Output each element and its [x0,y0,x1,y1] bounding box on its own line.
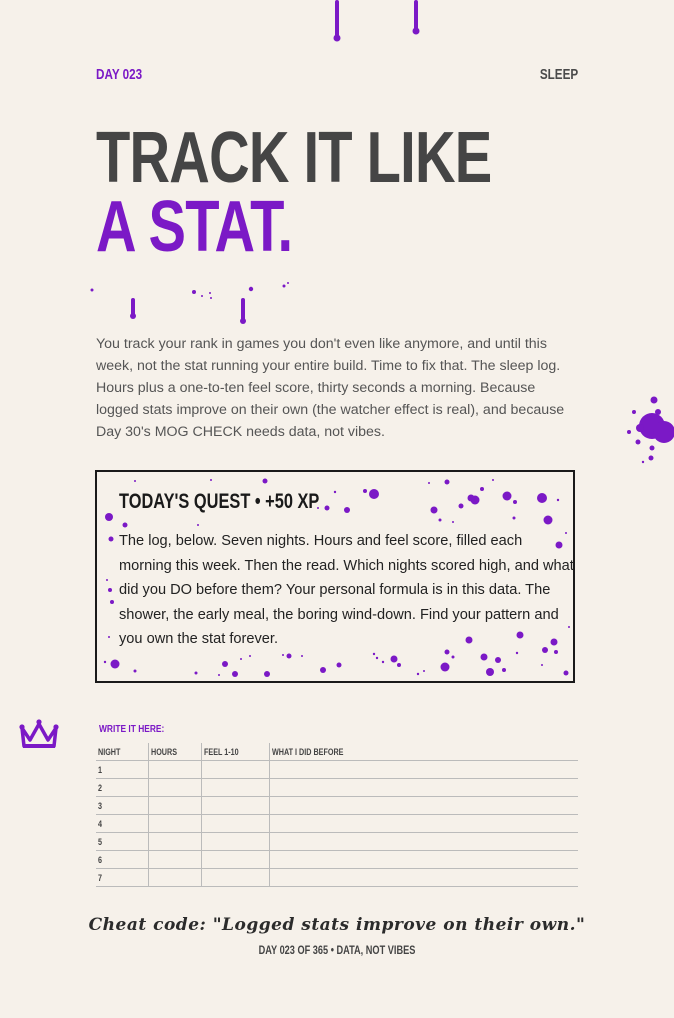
night-number: 2 [96,779,149,797]
footer-caption: DAY 023 OF 365 • DATA, NOT VIBES [258,945,416,957]
what-i-did-cell[interactable] [270,761,579,779]
hours-cell[interactable] [149,833,202,851]
crown-icon [18,718,62,752]
column-header-what-i-did: WHAT I DID BEFORE [270,743,579,761]
day-label: DAY 023 [96,66,143,83]
hours-cell[interactable] [149,779,202,797]
what-i-did-cell[interactable] [270,833,579,851]
column-header-night: NIGHT [96,743,149,761]
what-i-did-cell[interactable] [270,815,579,833]
what-i-did-cell[interactable] [270,851,579,869]
table-row [96,833,578,851]
feel-cell[interactable] [202,833,270,851]
feel-cell[interactable] [202,869,270,887]
night-number: 3 [96,797,149,815]
paint-splatter-icon [622,392,674,467]
feel-cell[interactable] [202,815,270,833]
quest-body: The log, below. Seven nights. Hours and feel score, filled each morning this week. Then the read. Which nights scored high, and what did you DO before them? Your personal formula is in this data. The shower, the early meal, the boring wind-down. Find your pattern and you own the stat forever. [119,533,574,647]
hours-cell[interactable] [149,869,202,887]
hours-cell[interactable] [149,851,202,869]
paint-drip-icon [88,280,298,330]
table-row [96,851,578,869]
table-row [96,797,578,815]
hours-cell[interactable] [149,761,202,779]
feel-cell[interactable] [202,797,270,815]
column-header-feel: FEEL 1-10 [202,743,270,761]
night-number: 7 [96,869,149,887]
paint-drip-icon [330,0,430,45]
night-number: 1 [96,761,149,779]
write-it-here-label: WRITE IT HERE: [99,723,165,735]
hours-cell[interactable] [149,815,202,833]
page-title-line-1: TRACK IT LIKE [96,118,492,198]
feel-cell[interactable] [202,779,270,797]
table-row [96,761,578,779]
intro-paragraph: You track your rank in games you don't even like anymore, and until this week, not the stat running your entire build. Time to fix that. The sleep log. Hours plus a one-to-ten feel score, thirty seconds a morning. Because logged stats improve on their own (the watcher effect is real), and because Day 30's MOG CHECK needs data, not vibes. [96,336,565,440]
table-row [96,779,578,797]
sleep-log-table [96,743,578,887]
feel-cell[interactable] [202,761,270,779]
table-row [96,869,578,887]
what-i-did-cell[interactable] [270,779,579,797]
column-header-hours: HOURS [149,743,202,761]
feel-cell[interactable] [202,851,270,869]
table-row [96,815,578,833]
night-number: 5 [96,833,149,851]
quest-title: TODAY'S QUEST • +50 XP [119,490,320,513]
what-i-did-cell[interactable] [270,797,579,815]
what-i-did-cell[interactable] [270,869,579,887]
hours-cell[interactable] [149,797,202,815]
cheat-code-quote: Cheat code: "Logged stats improve on their own." [88,915,586,935]
section-label: SLEEP [539,66,578,83]
table-header-row [96,743,578,761]
night-number: 4 [96,815,149,833]
night-number: 6 [96,851,149,869]
page-title-line-2: A STAT. [96,187,293,267]
